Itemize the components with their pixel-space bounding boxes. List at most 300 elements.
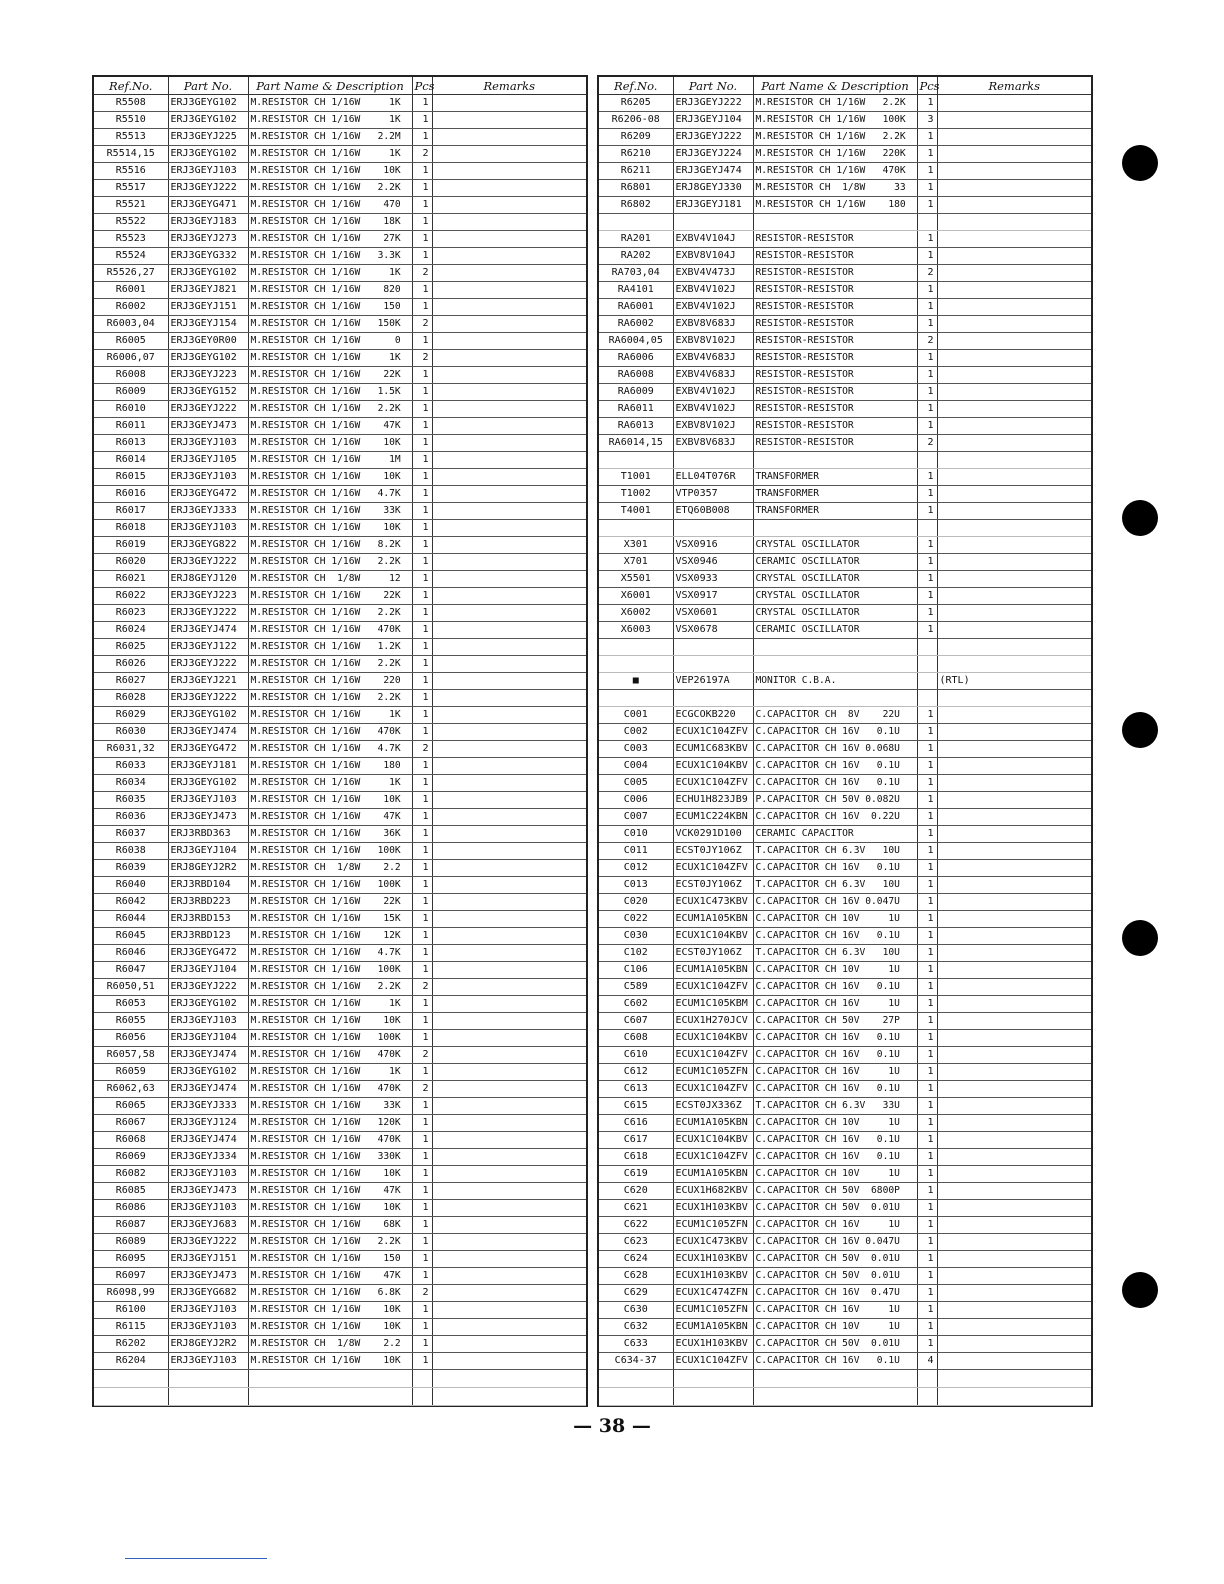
- part-no-cell: ERJ3GEYJ222: [168, 605, 248, 622]
- pcs-cell: 1: [412, 520, 432, 537]
- table-row: [599, 928, 1091, 945]
- remarks-cell: [432, 1200, 586, 1217]
- table-row: [599, 1149, 1091, 1166]
- table-row: [599, 112, 1091, 129]
- pcs-cell: 1: [412, 758, 432, 775]
- header-desc: Part Name & Description: [753, 77, 917, 95]
- part-description-cell: RESISTOR-RESISTOR: [753, 265, 917, 282]
- ref-no-cell: R6057,58: [94, 1047, 168, 1064]
- part-description-cell: M.RESISTOR CH 1/16W 10K: [248, 1353, 412, 1370]
- table-row: [94, 1030, 586, 1047]
- table-row-empty: [94, 1370, 586, 1388]
- table-row: [94, 962, 586, 979]
- remarks-cell: [432, 1030, 586, 1047]
- ref-no-cell: R6026: [94, 656, 168, 673]
- table-row: [599, 1285, 1091, 1302]
- empty-cell: [168, 1388, 248, 1406]
- part-no-cell: ERJ3GEYJ473: [168, 1183, 248, 1200]
- part-description-cell: M.RESISTOR CH 1/16W 2.2K: [248, 656, 412, 673]
- table-row: [94, 282, 586, 299]
- remarks-cell: [937, 1115, 1091, 1132]
- pcs-cell: 1: [917, 95, 937, 112]
- ref-no-cell: R6003,04: [94, 316, 168, 333]
- part-no-cell: ERJ3GEYJ273: [168, 231, 248, 248]
- table-row: [599, 146, 1091, 163]
- table-row: [599, 367, 1091, 384]
- table-row: [94, 95, 586, 112]
- part-description-cell: C.CAPACITOR CH 16V 0.47U: [753, 1285, 917, 1302]
- ref-no-cell: R6065: [94, 1098, 168, 1115]
- ref-no-cell: C004: [599, 758, 673, 775]
- pcs-cell: 1: [412, 911, 432, 928]
- pcs-cell: 1: [412, 486, 432, 503]
- pcs-cell: 2: [412, 350, 432, 367]
- binding-hole-mark: [1122, 712, 1158, 748]
- table-row: [94, 197, 586, 214]
- remarks-cell: [937, 1064, 1091, 1081]
- part-description-cell: M.RESISTOR CH 1/16W 4.7K: [248, 945, 412, 962]
- ref-no-cell: C006: [599, 792, 673, 809]
- ref-no-cell: C602: [599, 996, 673, 1013]
- remarks-cell: [937, 95, 1091, 112]
- part-description-cell: C.CAPACITOR CH 10V 1U: [753, 1166, 917, 1183]
- pcs-cell: 1: [917, 554, 937, 571]
- table-row: [94, 860, 586, 877]
- part-description-cell: CRYSTAL OSCILLATOR: [753, 537, 917, 554]
- pcs-cell: 1: [917, 826, 937, 843]
- remarks-cell: [432, 469, 586, 486]
- part-description-cell: M.RESISTOR CH 1/16W 12K: [248, 928, 412, 945]
- pcs-cell: 1: [917, 163, 937, 180]
- table-row: [94, 1081, 586, 1098]
- remarks-cell: [432, 146, 586, 163]
- part-no-cell: ECUM1C105KBM: [673, 996, 753, 1013]
- part-description-cell: M.RESISTOR CH 1/16W 100K: [753, 112, 917, 129]
- remarks-cell: [937, 758, 1091, 775]
- empty-cell: [168, 1370, 248, 1388]
- pcs-cell: 1: [412, 639, 432, 656]
- part-description-cell: M.RESISTOR CH 1/16W 2.2K: [248, 401, 412, 418]
- remarks-cell: [937, 265, 1091, 282]
- pcs-cell: 1: [917, 894, 937, 911]
- empty-cell: [432, 1388, 586, 1406]
- pcs-cell: 2: [917, 333, 937, 350]
- part-no-cell: ERJ3GEYJ154: [168, 316, 248, 333]
- part-no-cell: ERJ3GEYJ103: [168, 792, 248, 809]
- header-pcs: Pcs: [412, 77, 432, 95]
- header-part: Part No.: [168, 77, 248, 95]
- table-row: [599, 656, 1091, 673]
- table-row: [94, 1285, 586, 1302]
- remarks-cell: [937, 503, 1091, 520]
- pcs-cell: 1: [917, 469, 937, 486]
- part-description-cell: M.RESISTOR CH 1/16W 47K: [248, 809, 412, 826]
- part-description-cell: M.RESISTOR CH 1/16W 4.7K: [248, 741, 412, 758]
- part-description-cell: M.RESISTOR CH 1/8W 2.2: [248, 860, 412, 877]
- pcs-cell: 1: [917, 588, 937, 605]
- pcs-cell: 1: [412, 95, 432, 112]
- remarks-cell: [937, 112, 1091, 129]
- part-no-cell: ERJ3GEYJ334: [168, 1149, 248, 1166]
- part-no-cell: ECUX1H682KBV: [673, 1183, 753, 1200]
- pcs-cell: 1: [917, 571, 937, 588]
- ref-no-cell: R6211: [599, 163, 673, 180]
- table-row: [599, 1217, 1091, 1234]
- part-no-cell: ECUX1C104ZFV: [673, 1353, 753, 1370]
- ref-no-cell: R5514,15: [94, 146, 168, 163]
- pcs-cell: 1: [412, 1183, 432, 1200]
- part-description-cell: C.CAPACITOR CH 16V 0.047U: [753, 894, 917, 911]
- pcs-cell: 1: [917, 486, 937, 503]
- table-row: [94, 231, 586, 248]
- part-no-cell: ERJ3GEYG102: [168, 350, 248, 367]
- ref-no-cell: C610: [599, 1047, 673, 1064]
- pcs-cell: 1: [412, 469, 432, 486]
- part-no-cell: EXBV4V104J: [673, 231, 753, 248]
- part-no-cell: ERJ3GEYJ103: [168, 520, 248, 537]
- part-no-cell: EXBV4V683J: [673, 350, 753, 367]
- pcs-cell: 1: [917, 1166, 937, 1183]
- part-no-cell: ERJ3GEYJ474: [168, 622, 248, 639]
- remarks-cell: [432, 1319, 586, 1336]
- empty-cell: [937, 1370, 1091, 1388]
- table-row: [599, 860, 1091, 877]
- remarks-cell: [432, 775, 586, 792]
- pcs-cell: 1: [917, 809, 937, 826]
- part-no-cell: ECGCOKB220: [673, 707, 753, 724]
- table-row: [599, 316, 1091, 333]
- pcs-cell: 1: [412, 129, 432, 146]
- binding-hole-mark: [1122, 145, 1158, 181]
- remarks-cell: [937, 418, 1091, 435]
- pcs-cell: 1: [412, 1030, 432, 1047]
- pcs-cell: 1: [412, 299, 432, 316]
- ref-no-cell: R6020: [94, 554, 168, 571]
- part-description-cell: RESISTOR-RESISTOR: [753, 418, 917, 435]
- pcs-cell: 1: [917, 928, 937, 945]
- part-description-cell: [753, 452, 917, 469]
- remarks-cell: [937, 911, 1091, 928]
- part-no-cell: ERJ3GEYJ222: [168, 554, 248, 571]
- part-description-cell: M.RESISTOR CH 1/16W 100K: [248, 877, 412, 894]
- pcs-cell: 1: [412, 197, 432, 214]
- part-no-cell: ERJ3GEYG472: [168, 741, 248, 758]
- ref-no-cell: C613: [599, 1081, 673, 1098]
- ref-no-cell: R6067: [94, 1115, 168, 1132]
- part-description-cell: M.RESISTOR CH 1/16W 3.3K: [248, 248, 412, 265]
- remarks-cell: [432, 214, 586, 231]
- remarks-cell: [432, 894, 586, 911]
- remarks-cell: [937, 299, 1091, 316]
- table-row: [94, 1149, 586, 1166]
- remarks-cell: [432, 673, 586, 690]
- table-row: [599, 588, 1091, 605]
- pcs-cell: 1: [917, 1149, 937, 1166]
- remarks-cell: [432, 860, 586, 877]
- remarks-cell: [432, 1268, 586, 1285]
- ref-no-cell: R6031,32: [94, 741, 168, 758]
- remarks-cell: [937, 1098, 1091, 1115]
- part-no-cell: EXBV4V473J: [673, 265, 753, 282]
- table-row: [94, 707, 586, 724]
- part-no-cell: ERJ3GEYJ222: [673, 95, 753, 112]
- ref-no-cell: C621: [599, 1200, 673, 1217]
- remarks-cell: [432, 588, 586, 605]
- remarks-cell: [432, 826, 586, 843]
- remarks-cell: [937, 1081, 1091, 1098]
- part-description-cell: M.RESISTOR CH 1/8W 33: [753, 180, 917, 197]
- pcs-cell: 1: [917, 741, 937, 758]
- pcs-cell: 1: [917, 1268, 937, 1285]
- table-row: [94, 724, 586, 741]
- ref-no-cell: C630: [599, 1302, 673, 1319]
- part-no-cell: ERJ8GEYJ2R2: [168, 1336, 248, 1353]
- table-row: [94, 486, 586, 503]
- part-description-cell: M.RESISTOR CH 1/16W 1K: [248, 996, 412, 1013]
- part-description-cell: C.CAPACITOR CH 16V 0.1U: [753, 758, 917, 775]
- remarks-cell: [937, 452, 1091, 469]
- part-description-cell: C.CAPACITOR CH 16V 0.1U: [753, 928, 917, 945]
- pcs-cell: 1: [917, 1030, 937, 1047]
- table-row: [599, 1081, 1091, 1098]
- remarks-cell: [937, 656, 1091, 673]
- ref-no-cell: R6089: [94, 1234, 168, 1251]
- ref-no-cell: R6047: [94, 962, 168, 979]
- ref-no-cell: C634-37: [599, 1353, 673, 1370]
- remarks-cell: [432, 112, 586, 129]
- pcs-cell: 1: [412, 809, 432, 826]
- ref-no-cell: C623: [599, 1234, 673, 1251]
- pcs-cell: 1: [412, 792, 432, 809]
- table-row: [94, 367, 586, 384]
- table-row-empty: [599, 1388, 1091, 1406]
- pcs-cell: 1: [917, 180, 937, 197]
- part-no-cell: ERJ3GEYG102: [168, 95, 248, 112]
- part-description-cell: CRYSTAL OSCILLATOR: [753, 571, 917, 588]
- part-no-cell: ERJ3GEYJ181: [168, 758, 248, 775]
- remarks-cell: [937, 962, 1091, 979]
- empty-cell: [917, 1388, 937, 1406]
- remarks-cell: [937, 945, 1091, 962]
- ref-no-cell: RA6001: [599, 299, 673, 316]
- pcs-cell: 1: [917, 418, 937, 435]
- remarks-cell: [432, 792, 586, 809]
- remarks-cell: [937, 690, 1091, 707]
- part-no-cell: ERJ3GEYJ103: [168, 1166, 248, 1183]
- pcs-cell: 1: [917, 1183, 937, 1200]
- ref-no-cell: R6016: [94, 486, 168, 503]
- parts-table-right: [597, 75, 1093, 1407]
- remarks-cell: [937, 1251, 1091, 1268]
- pcs-cell: 1: [412, 1098, 432, 1115]
- pcs-cell: 2: [412, 146, 432, 163]
- ref-no-cell: C617: [599, 1132, 673, 1149]
- table-row: [599, 282, 1091, 299]
- pcs-cell: 1: [412, 962, 432, 979]
- remarks-cell: [937, 1302, 1091, 1319]
- remarks-cell: [937, 554, 1091, 571]
- part-description-cell: M.RESISTOR CH 1/16W 1K: [248, 112, 412, 129]
- part-description-cell: C.CAPACITOR CH 16V 0.1U: [753, 1132, 917, 1149]
- ref-no-cell: R6008: [94, 367, 168, 384]
- remarks-cell: [432, 1302, 586, 1319]
- table-row: [599, 571, 1091, 588]
- pcs-cell: 1: [412, 605, 432, 622]
- parts-list-left: [94, 95, 586, 1406]
- part-no-cell: ECUX1H103KBV: [673, 1268, 753, 1285]
- ref-no-cell: R6046: [94, 945, 168, 962]
- table-row: [94, 1098, 586, 1115]
- ref-no-cell: R6021: [94, 571, 168, 588]
- ref-no-cell: R5522: [94, 214, 168, 231]
- part-description-cell: M.RESISTOR CH 1/16W 2.2K: [753, 129, 917, 146]
- pcs-cell: 2: [412, 741, 432, 758]
- pcs-cell: 1: [917, 1064, 937, 1081]
- table-row: [599, 639, 1091, 656]
- ref-no-cell: R6037: [94, 826, 168, 843]
- table-row: [94, 894, 586, 911]
- part-description-cell: [753, 639, 917, 656]
- table-row: [599, 741, 1091, 758]
- pcs-cell: 1: [412, 1166, 432, 1183]
- part-description-cell: C.CAPACITOR CH 50V 0.01U: [753, 1200, 917, 1217]
- remarks-cell: [432, 962, 586, 979]
- pcs-cell: 1: [412, 384, 432, 401]
- part-description-cell: M.RESISTOR CH 1/16W 470K: [248, 622, 412, 639]
- remarks-cell: [432, 452, 586, 469]
- part-no-cell: ERJ3GEYG102: [168, 996, 248, 1013]
- table-row: [599, 1234, 1091, 1251]
- ref-no-cell: R6053: [94, 996, 168, 1013]
- ref-no-cell: C615: [599, 1098, 673, 1115]
- part-no-cell: ERJ3GEYJ122: [168, 639, 248, 656]
- remarks-cell: [432, 367, 586, 384]
- ref-no-cell: R6010: [94, 401, 168, 418]
- part-no-cell: ECHU1H823JB9: [673, 792, 753, 809]
- ref-no-cell: R5516: [94, 163, 168, 180]
- parts-list-right: [599, 95, 1091, 1406]
- remarks-cell: [937, 333, 1091, 350]
- part-no-cell: ECUM1C105ZFN: [673, 1217, 753, 1234]
- part-description-cell: M.RESISTOR CH 1/16W 820: [248, 282, 412, 299]
- ref-no-cell: R6098,99: [94, 1285, 168, 1302]
- part-no-cell: [673, 656, 753, 673]
- part-no-cell: VSX0678: [673, 622, 753, 639]
- remarks-cell: [432, 707, 586, 724]
- header-desc: Part Name & Description: [248, 77, 412, 95]
- table-row: [599, 1132, 1091, 1149]
- ref-no-cell: [599, 690, 673, 707]
- remarks-cell: [432, 316, 586, 333]
- part-description-cell: M.RESISTOR CH 1/16W 47K: [248, 1268, 412, 1285]
- pcs-cell: 1: [412, 877, 432, 894]
- remarks-cell: [937, 537, 1091, 554]
- pcs-cell: 1: [917, 622, 937, 639]
- ref-no-cell: C002: [599, 724, 673, 741]
- table-row: [599, 1268, 1091, 1285]
- part-no-cell: ERJ3GEYJ683: [168, 1217, 248, 1234]
- part-no-cell: ECUX1C104ZFV: [673, 724, 753, 741]
- pcs-cell: 1: [412, 690, 432, 707]
- ref-no-cell: RA202: [599, 248, 673, 265]
- remarks-cell: [937, 1149, 1091, 1166]
- part-no-cell: ERJ3GEYJ103: [168, 1302, 248, 1319]
- pcs-cell: 1: [412, 724, 432, 741]
- part-no-cell: ERJ3GEYJ181: [673, 197, 753, 214]
- part-description-cell: C.CAPACITOR CH 16V 0.1U: [753, 724, 917, 741]
- part-no-cell: ECUX1H103KBV: [673, 1251, 753, 1268]
- part-no-cell: ECUM1A105KBN: [673, 1166, 753, 1183]
- table-row: [599, 1251, 1091, 1268]
- part-description-cell: M.RESISTOR CH 1/16W 10K: [248, 435, 412, 452]
- table-row: [94, 1200, 586, 1217]
- remarks-cell: [432, 1115, 586, 1132]
- ref-no-cell: [599, 520, 673, 537]
- remarks-cell: [937, 1132, 1091, 1149]
- empty-cell: [432, 1370, 586, 1388]
- part-no-cell: ECUM1A105KBN: [673, 911, 753, 928]
- part-no-cell: ERJ8GEYJ330: [673, 180, 753, 197]
- table-row: [94, 741, 586, 758]
- remarks-cell: [432, 1166, 586, 1183]
- ref-no-cell: [599, 214, 673, 231]
- part-description-cell: M.RESISTOR CH 1/16W 1K: [248, 775, 412, 792]
- empty-cell: [673, 1388, 753, 1406]
- remarks-cell: [432, 656, 586, 673]
- part-no-cell: ECUM1A105KBN: [673, 962, 753, 979]
- part-no-cell: ECUX1C104ZFV: [673, 860, 753, 877]
- part-description-cell: M.RESISTOR CH 1/16W 120K: [248, 1115, 412, 1132]
- table-row: [94, 129, 586, 146]
- ref-no-cell: RA4101: [599, 282, 673, 299]
- empty-cell: [599, 1370, 673, 1388]
- table-row: [94, 1336, 586, 1353]
- part-no-cell: ERJ3GEYG102: [168, 1064, 248, 1081]
- part-no-cell: ECUX1H103KBV: [673, 1200, 753, 1217]
- remarks-cell: [937, 469, 1091, 486]
- part-description-cell: M.RESISTOR CH 1/16W 47K: [248, 418, 412, 435]
- table-header: [599, 77, 1091, 95]
- remarks-cell: [432, 554, 586, 571]
- table-row: [599, 894, 1091, 911]
- ref-no-cell: R6024: [94, 622, 168, 639]
- ref-no-cell: RA6008: [599, 367, 673, 384]
- table-row: [94, 316, 586, 333]
- table-row: [599, 979, 1091, 996]
- remarks-cell: [937, 979, 1091, 996]
- pcs-cell: 1: [917, 282, 937, 299]
- ref-no-cell: R6068: [94, 1132, 168, 1149]
- empty-cell: [94, 1370, 168, 1388]
- part-description-cell: C.CAPACITOR CH 16V 1U: [753, 996, 917, 1013]
- remarks-cell: [432, 945, 586, 962]
- part-description-cell: M.RESISTOR CH 1/16W 10K: [248, 163, 412, 180]
- remarks-cell: [937, 197, 1091, 214]
- pcs-cell: 1: [917, 367, 937, 384]
- part-description-cell: RESISTOR-RESISTOR: [753, 231, 917, 248]
- part-description-cell: C.CAPACITOR CH 16V 0.1U: [753, 860, 917, 877]
- part-description-cell: [753, 214, 917, 231]
- table-row: [599, 1319, 1091, 1336]
- empty-cell: [94, 1388, 168, 1406]
- pcs-cell: 1: [917, 605, 937, 622]
- remarks-cell: [432, 1285, 586, 1302]
- empty-cell: [412, 1370, 432, 1388]
- table-row: [94, 503, 586, 520]
- table-row: [94, 265, 586, 282]
- table-row: [599, 401, 1091, 418]
- part-no-cell: ECUX1C104KBV: [673, 928, 753, 945]
